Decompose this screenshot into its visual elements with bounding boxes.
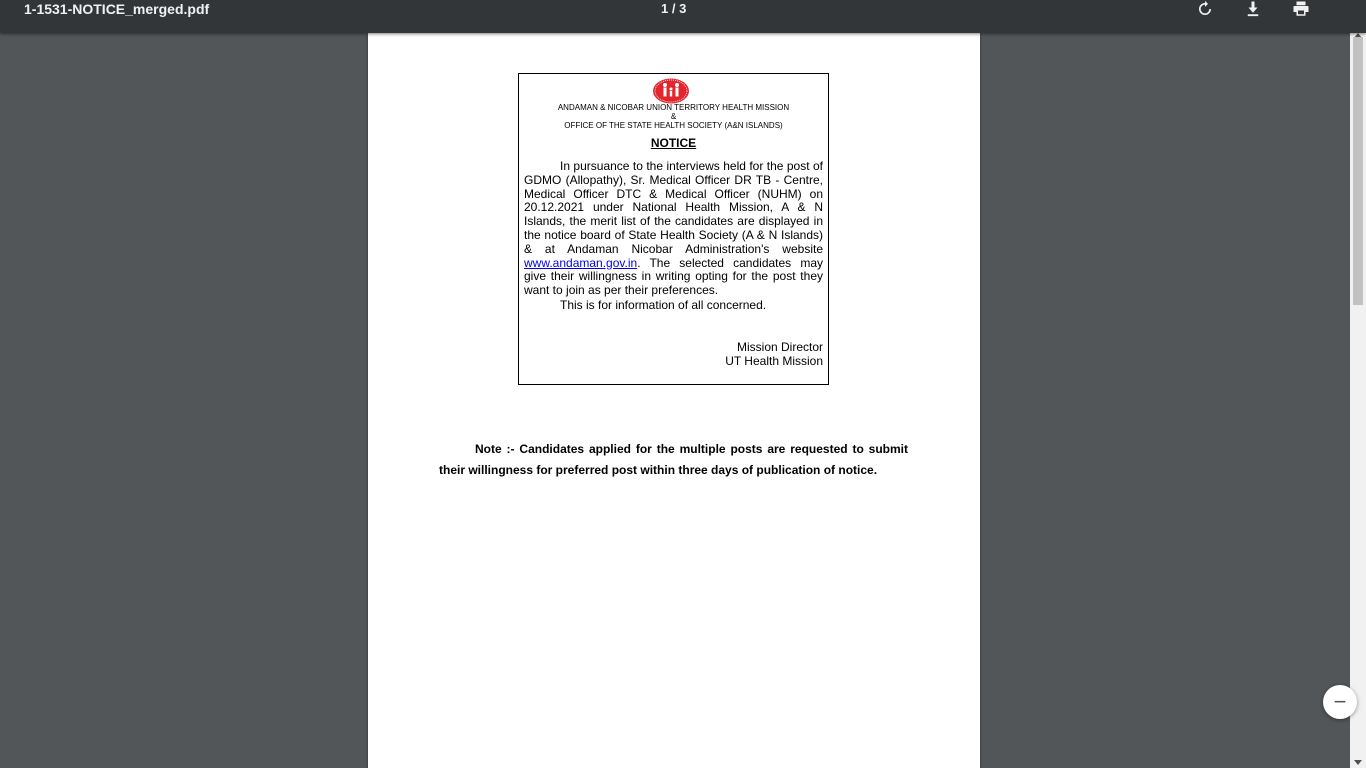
note-text xyxy=(439,439,908,481)
signatory-org: UT Health Mission xyxy=(725,354,823,368)
notice-closing: This is for information of all concerned. xyxy=(560,298,767,312)
notice-body-text: In pursuance to the interviews held for the post of GDMO (Allopathy), Sr. Medical Officer DR TB - Centre, Medical Officer DTC & Medical Officer (NUHM) on 20.12.2021 under National Health Mission, A & N Islands, the merit list of the candidates are displayed in the notice board of State Health Society (A & N Islands) & at Andaman Nicobar Administration's website xyxy=(524,159,823,256)
note-text-content: Note :- Candidates applied for the multiple posts are requested to submit their willingness for preferred post within three days of publication of notice. xyxy=(439,442,908,477)
signatory-title: Mission Director xyxy=(736,340,823,354)
print-icon xyxy=(1291,0,1311,18)
notice-body xyxy=(524,160,823,298)
print-button[interactable] xyxy=(1289,0,1313,20)
notice-box xyxy=(518,73,829,385)
pdf-toolbar xyxy=(0,0,1366,33)
notice-title: NOTICE xyxy=(650,136,697,150)
scroll-thumb[interactable] xyxy=(1353,37,1363,305)
health-mission-logo xyxy=(652,78,690,104)
rotate-icon xyxy=(1196,0,1214,18)
website-link[interactable]: www.andaman.gov.in xyxy=(524,255,638,270)
org-ampersand: & xyxy=(670,112,677,121)
download-icon xyxy=(1244,0,1262,18)
rotate-button[interactable] xyxy=(1193,0,1217,20)
vertical-scrollbar[interactable] xyxy=(1350,33,1366,768)
download-button[interactable] xyxy=(1241,0,1265,20)
zoom-out-button[interactable]: − xyxy=(1323,685,1357,719)
file-name: 1-1531-NOTICE_merged.pdf xyxy=(24,1,210,17)
scroll-down-arrow-icon[interactable] xyxy=(1354,760,1362,765)
org-line-2: OFFICE OF THE STATE HEALTH SOCIETY (A&N ISLANDS) xyxy=(564,121,783,130)
org-line-1: ANDAMAN & NICOBAR UNION TERRITORY HEALTH MISSION xyxy=(557,103,790,112)
page-indicator[interactable]: 1 / 3 xyxy=(661,1,687,16)
notice-body-text-end: . The selected candidates may give their willingness in writing opting for the post they want to join as per their preferences. xyxy=(524,255,823,298)
pdf-viewer[interactable] xyxy=(0,33,1350,768)
pdf-page xyxy=(368,33,980,768)
